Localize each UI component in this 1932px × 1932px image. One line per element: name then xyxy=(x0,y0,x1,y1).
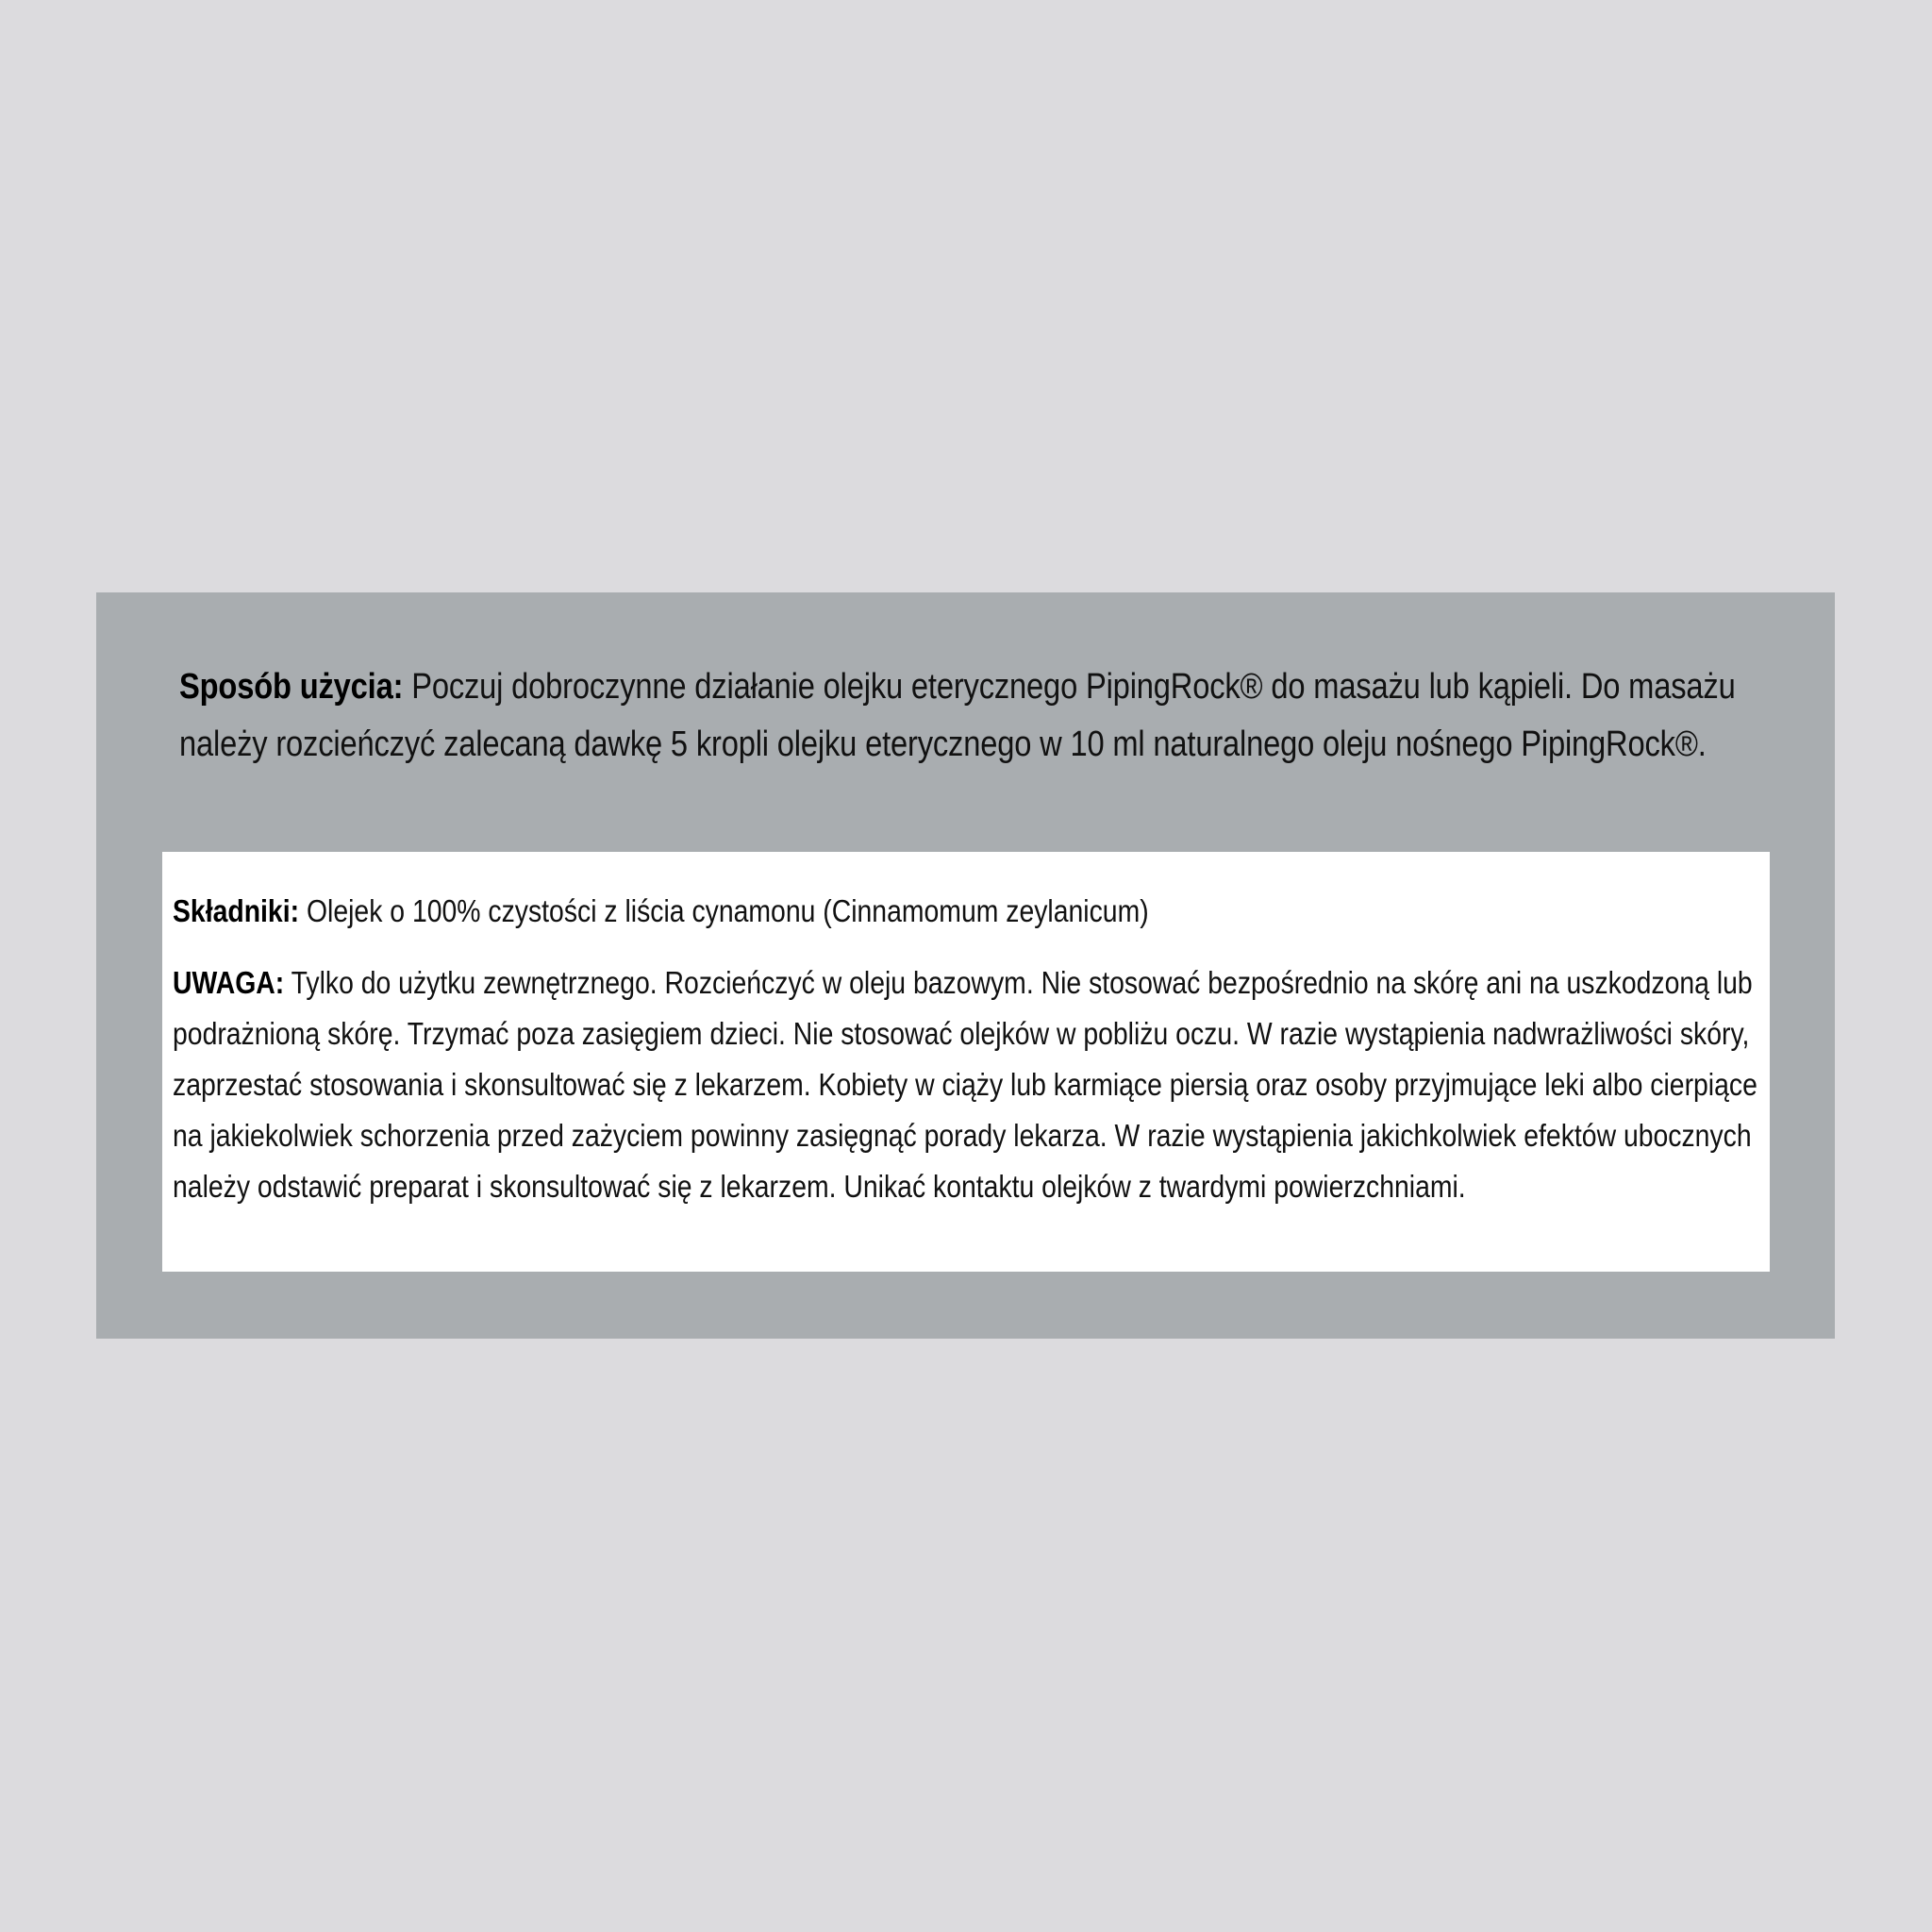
usage-heading: Sposób użycia: xyxy=(179,667,404,707)
usage-text: Poczuj dobroczynne działanie olejku eterycznego PipingRock® do masażu lub kąpieli. Do masażu należy rozcieńczyć zalecaną dawkę 5 kropli olejku eterycznego w 10 ml naturalnego oleju nośnego PipingRock®. xyxy=(179,667,1736,764)
warning-text: Tylko do użytku zewnętrznego. Rozcieńczyć w oleju bazowym. Nie stosować bezpośrednio na skórę ani na uszkodzoną lub podrażnioną skórę. Trzymać poza zasięgiem dzieci. Nie stosować olejków w pobliżu oczu. W razie wystąpienia nadwrażliwości skóry, zaprzestać stosowania i skonsultować się z lekarzem. Kobiety w ciąży lub karmiące piersią oraz osoby przyjmujące leki albo cierpiące na jakiekolwiek schorzenia przed zażyciem powinny zasięgnąć porady lekarza. W razie wystąpienia jakichkolwiek efektów ubocznych należy odstawić preparat i skonsultować się z lekarzem. Unikać kontaktu olejków z twardymi powierzchniami. xyxy=(173,965,1757,1204)
usage-paragraph xyxy=(179,658,1774,774)
ingredients-heading: Składniki: xyxy=(173,893,300,928)
warning-heading: UWAGA: xyxy=(173,965,285,1000)
ingredients-text: Olejek o 100% czystości z liścia cynamonu (Cinnamomum zeylanicum) xyxy=(299,893,1149,928)
ingredients-paragraph xyxy=(173,886,1775,937)
warning-paragraph xyxy=(173,958,1775,1212)
label-panel xyxy=(96,592,1835,1339)
ingredients-warning-box xyxy=(162,852,1770,1272)
ingredients-warning-content xyxy=(173,886,1775,1212)
